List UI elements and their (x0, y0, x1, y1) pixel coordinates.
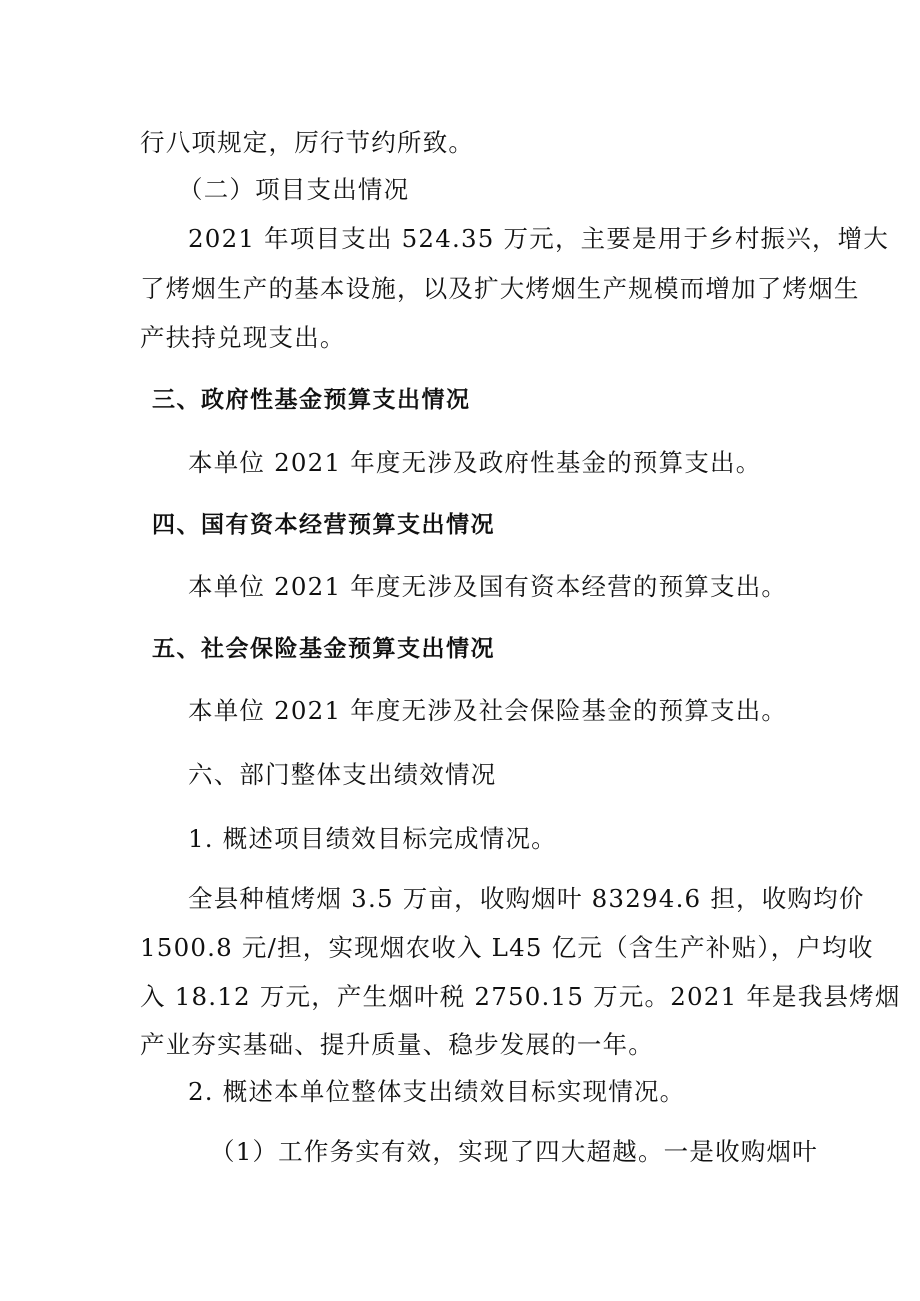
performance-paragraph-line-4: 产业夯实基础、提升质量、稳步发展的一年。 (140, 1030, 654, 1059)
project-spending-paragraph-line-1: 2021 年项目支出 524.35 万元，主要是用于乡村振兴，增大 (188, 224, 890, 253)
performance-paragraph-line-3: 入 18.12 万元，产生烟叶税 2750.15 万元。2021 年是我县烤烟 (140, 982, 901, 1011)
social-insurance-paragraph: 本单位 2021 年度无涉及社会保险基金的预算支出。 (188, 696, 788, 725)
list-item-2: 2. 概述本单位整体支出绩效目标实现情况。 (188, 1077, 686, 1106)
section-heading-government-fund: 三、政府性基金预算支出情况 (152, 387, 471, 413)
government-fund-paragraph: 本单位 2021 年度无涉及政府性基金的预算支出。 (188, 448, 762, 477)
project-spending-paragraph-line-3: 产扶持兑现支出。 (140, 323, 346, 352)
section-heading-social-insurance: 五、社会保险基金预算支出情况 (152, 636, 495, 662)
subsection-heading-project-spending: （二）项目支出情况 (178, 175, 410, 204)
sub-item-1-line: （1）工作务实有效，实现了四大超越。一是收购烟叶 (210, 1137, 818, 1166)
state-capital-paragraph: 本单位 2021 年度无涉及国有资本经营的预算支出。 (188, 572, 788, 601)
performance-paragraph-line-2: 1500.8 元/担，实现烟农收入 L45 亿元（含生产补贴），户均收 (140, 933, 874, 962)
section-heading-performance: 六、部门整体支出绩效情况 (188, 760, 497, 789)
list-item-1: 1. 概述项目绩效目标完成情况。 (188, 824, 557, 853)
project-spending-paragraph-line-2: 了烤烟生产的基本设施，以及扩大烤烟生产规模而增加了烤烟生 (140, 274, 860, 303)
performance-paragraph-line-1: 全县种植烤烟 3.5 万亩，收购烟叶 83294.6 担，收购均价 (188, 884, 865, 913)
section-heading-state-capital: 四、国有资本经营预算支出情况 (152, 512, 495, 538)
paragraph-continuation-line: 行八项规定，厉行节约所致。 (140, 128, 475, 157)
